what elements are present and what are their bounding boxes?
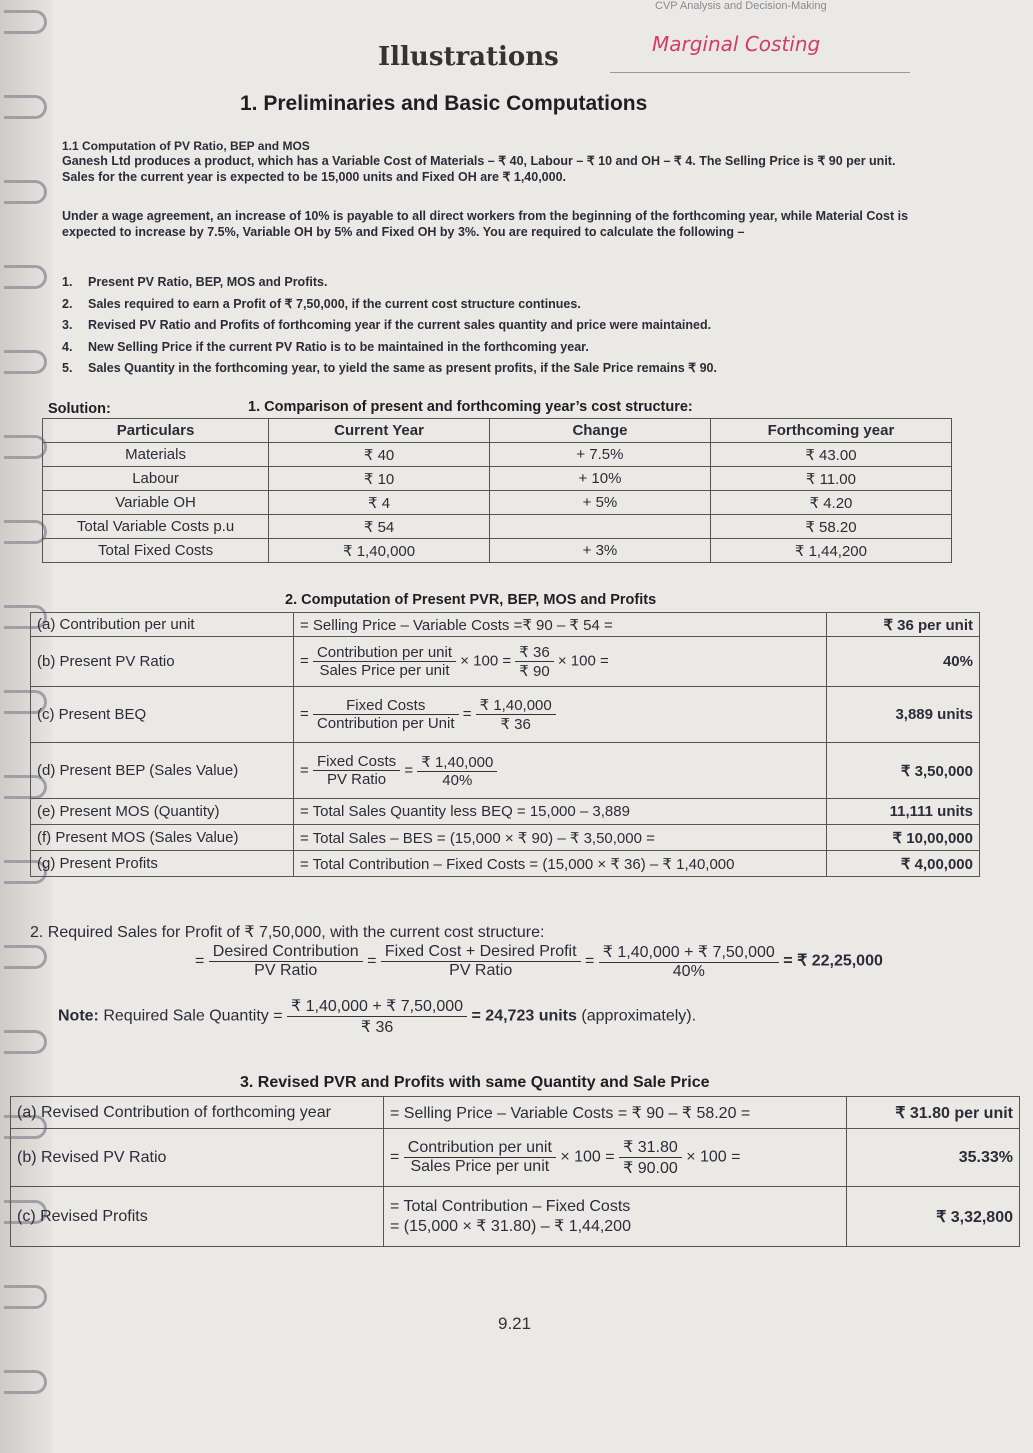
numerator: ₹ 1,40,000 + ₹ 7,50,000 [287, 996, 467, 1017]
denominator: ₹ 36 [360, 1019, 394, 1036]
numerator: ₹ 31.80 [619, 1137, 682, 1158]
table-row [31, 851, 980, 877]
section2-result: = ₹ 22,25,000 [783, 952, 883, 970]
table-header-row [43, 419, 952, 443]
row-label: (e) Present MOS (Quantity) [31, 799, 294, 825]
numerator: ₹ 1,40,000 [417, 753, 497, 772]
binding-ring-icon [4, 180, 47, 204]
denominator: Sales Price per unit [319, 662, 450, 679]
problem-paragraph-1: Ganesh Ltd produces a product, which has a Variable Cost of Materials – ₹ 40, Labour – ₹ 10 and OH – ₹ 4. The Selling Price is ₹ 90 per unit. Sales for the current year is expected to be 15,000 units and Fixed OH are ₹ 1,40,000. [62, 154, 896, 184]
column-header: Forthcoming year [710, 419, 951, 443]
table-row [43, 515, 952, 539]
table-cell: Materials [43, 443, 269, 467]
denominator: PV Ratio [254, 962, 318, 979]
page-number: 9.21 [498, 1314, 532, 1333]
table-cell: Labour [43, 467, 269, 491]
problem-title: 1.1 Computation of PV Ratio, BEP and MOS [62, 139, 310, 153]
requirements-list [62, 272, 717, 380]
list-item: 3. Revised PV Ratio and Profits of forthcoming year if the current sales quantity and price were maintained. [62, 318, 712, 332]
denominator: ₹ 90.00 [623, 1160, 678, 1177]
formula-line: = (15,000 × ₹ 31.80) – ₹ 1,44,200 [390, 1217, 631, 1235]
binding-ring-icon [4, 350, 47, 374]
formula-cell: = Selling Price – Variable Costs = ₹ 90 – ₹ 58.20 = [384, 1097, 847, 1129]
table-row [11, 1187, 1020, 1247]
result-cell: 11,111 units [827, 799, 980, 825]
operator: × 100 = [557, 652, 609, 670]
table-cell: ₹ 58.20 [710, 515, 951, 539]
result-cell: 3,889 units [827, 687, 980, 743]
fraction [381, 943, 581, 980]
operator: = [462, 705, 472, 723]
fraction [515, 643, 553, 680]
running-head: CVP Analysis and Decision-Making [655, 0, 827, 12]
numerator: Fixed Costs [313, 753, 400, 771]
denominator: ₹ 90 [519, 663, 550, 680]
formula-cell [294, 687, 827, 743]
table-cell: ₹ 4.20 [710, 491, 951, 515]
formula-cell: = Selling Price – Variable Costs =₹ 90 – ₹ 54 = [294, 613, 827, 637]
binding-ring-icon [4, 945, 47, 969]
equals-sign: = [300, 652, 309, 670]
table-cell: + 3% [490, 539, 711, 563]
list-item: 4. New Selling Price if the current PV Ratio is to be maintained in the forthcoming year. [62, 339, 589, 354]
operator: × 100 = [460, 652, 512, 670]
note-suffix: (approximately). [581, 1007, 697, 1025]
formula-line: = Total Contribution – Fixed Costs [390, 1197, 631, 1215]
table-cell: ₹ 4 [269, 491, 490, 515]
row-label: (a) Revised Contribution of forthcoming year [11, 1097, 384, 1129]
formula-cell [294, 637, 827, 687]
binding-ring-icon [4, 435, 47, 459]
table-row [31, 687, 980, 743]
result-cell: ₹ 3,32,800 [847, 1187, 1020, 1247]
binding-ring-icon [4, 1370, 47, 1394]
list-item: 1. Present PV Ratio, BEP, MOS and Profits. [62, 275, 328, 289]
table-cell: ₹ 54 [269, 515, 490, 539]
page-title: Illustrations [378, 42, 559, 72]
fraction [417, 753, 497, 789]
fraction [599, 942, 779, 981]
numerator: Contribution per unit [404, 1139, 556, 1158]
table-cell: ₹ 1,40,000 [269, 539, 490, 563]
denominator: Sales Price per unit [410, 1158, 550, 1175]
equals-sign: = [300, 705, 309, 723]
equals-sign: = [390, 1148, 400, 1166]
numerator: Contribution per unit [313, 644, 456, 662]
row-label: (a) Contribution per unit [31, 613, 294, 637]
column-header: Change [490, 419, 711, 443]
formula-cell [294, 743, 827, 799]
table-row [43, 539, 952, 563]
table-row [11, 1129, 1020, 1187]
denominator: PV Ratio [449, 962, 513, 979]
formula-cell: = Total Contribution – Fixed Costs = (15,000 × ₹ 36) – ₹ 1,40,000 [294, 851, 827, 877]
row-label: (b) Present PV Ratio [31, 637, 294, 687]
table-cell: + 5% [490, 491, 711, 515]
row-label: (b) Revised PV Ratio [11, 1129, 384, 1187]
list-item: 5. Sales Quantity in the forthcoming year, to yield the same as present profits, if the Sale Price remains ₹ 90. [62, 361, 717, 375]
formula-cell [384, 1129, 847, 1187]
table-row [31, 613, 980, 637]
binding-ring-icon [4, 95, 47, 119]
operator: = [404, 761, 414, 779]
numerator: ₹ 1,40,000 [476, 696, 556, 715]
result-cell: ₹ 4,00,000 [827, 851, 980, 877]
numerator: ₹ 36 [515, 643, 553, 662]
handwritten-note: Marginal Costing [652, 32, 821, 56]
formula-cell [384, 1187, 847, 1247]
revised-computation-table [10, 1096, 1020, 1247]
table-cell: ₹ 1,44,200 [710, 539, 951, 563]
table-row [31, 799, 980, 825]
fraction [313, 697, 459, 732]
section-heading: 1. Preliminaries and Basic Computations [240, 92, 648, 115]
table-cell: + 10% [490, 467, 711, 491]
denominator: Contribution per Unit [316, 715, 455, 732]
present-computation-table [30, 612, 980, 877]
binding-ring-icon [4, 520, 47, 544]
fraction [313, 644, 456, 679]
denominator: 40% [672, 963, 705, 980]
fraction [313, 753, 400, 788]
denominator: ₹ 36 [500, 716, 531, 733]
table-cell [490, 515, 711, 539]
equals-sign: = [367, 952, 377, 970]
table-row [43, 491, 952, 515]
operator: × 100 = [560, 1148, 615, 1166]
result-cell: ₹ 36 per unit [827, 613, 980, 637]
table3-caption: 3. Revised PVR and Profits with same Quantity and Sale Price [240, 1074, 710, 1091]
numerator: Fixed Cost + Desired Profit [381, 943, 581, 962]
table-cell: Variable OH [43, 491, 269, 515]
row-label: (f) Present MOS (Sales Value) [31, 825, 294, 851]
cost-structure-table [42, 418, 952, 563]
section2-note [58, 996, 696, 1037]
table-cell: ₹ 43.00 [710, 443, 951, 467]
fraction [287, 996, 467, 1037]
column-header: Current Year [269, 419, 490, 443]
table1-caption: 1. Comparison of present and forthcoming year’s cost structure: [248, 399, 693, 415]
table-cell: + 7.5% [490, 443, 711, 467]
table-row [43, 443, 952, 467]
section2-heading: 2. Required Sales for Profit of ₹ 7,50,000, with the current cost structure: [30, 924, 545, 941]
row-label: (g) Present Profits [31, 851, 294, 877]
table-row [31, 637, 980, 687]
binding-ring-icon [4, 1285, 47, 1309]
fraction [476, 696, 556, 733]
formula-cell: = Total Sales Quantity less BEQ = 15,000 – 3,889 [294, 799, 827, 825]
result-cell: ₹ 3,50,000 [827, 743, 980, 799]
result-cell: 40% [827, 637, 980, 687]
table2-caption: 2. Computation of Present PVR, BEP, MOS and Profits [285, 592, 657, 608]
title-rule [610, 72, 910, 73]
equals-sign: = [300, 761, 309, 779]
binding-ring-icon [4, 10, 47, 34]
problem-paragraph-2: Under a wage agreement, an increase of 10% is payable to all direct workers from the beginning of the forthcoming year, while Material Cost is expected to increase by 7.5%, Variable OH by 5% and Fixed OH by 3%. You are required to calculate the following – [62, 209, 909, 239]
fraction [209, 943, 363, 980]
row-label: (c) Revised Profits [11, 1187, 384, 1247]
column-header: Particulars [43, 419, 269, 443]
note-label: Note: [58, 1007, 99, 1025]
denominator: 40% [442, 771, 473, 789]
fraction [404, 1139, 556, 1176]
table-cell: Total Variable Costs p.u [43, 515, 269, 539]
section2-equation [195, 942, 883, 981]
table-cell: Total Fixed Costs [43, 539, 269, 563]
result-cell: ₹ 10,00,000 [827, 825, 980, 851]
note-text: Required Sale Quantity = [103, 1007, 283, 1025]
denominator: PV Ratio [326, 771, 387, 788]
table-row [31, 825, 980, 851]
row-label: (d) Present BEP (Sales Value) [31, 743, 294, 799]
numerator: Fixed Costs [313, 697, 459, 715]
table-row [31, 743, 980, 799]
table-cell: ₹ 11.00 [710, 467, 951, 491]
result-cell: 35.33% [847, 1129, 1020, 1187]
table-cell: ₹ 40 [269, 443, 490, 467]
equals-sign: = [584, 952, 595, 970]
equals-sign: = [195, 952, 205, 970]
list-item: 2. Sales required to earn a Profit of ₹ 7,50,000, if the current cost structure continues. [62, 296, 581, 311]
result-cell: ₹ 31.80 per unit [847, 1097, 1020, 1129]
table-cell: ₹ 10 [269, 467, 490, 491]
numerator: Desired Contribution [209, 943, 363, 962]
numerator: ₹ 1,40,000 + ₹ 7,50,000 [599, 942, 779, 963]
operator: × 100 = [686, 1148, 741, 1166]
binding-ring-icon [4, 265, 47, 289]
table-row [43, 467, 952, 491]
fraction [619, 1137, 682, 1178]
note-result: = 24,723 units [471, 1007, 577, 1025]
table-row [11, 1097, 1020, 1129]
binding-ring-icon [4, 1030, 47, 1054]
row-label: (c) Present BEQ [31, 687, 294, 743]
solution-label: Solution: [48, 401, 111, 417]
formula-cell: = Total Sales – BES = (15,000 × ₹ 90) – ₹ 3,50,000 = [294, 825, 827, 851]
